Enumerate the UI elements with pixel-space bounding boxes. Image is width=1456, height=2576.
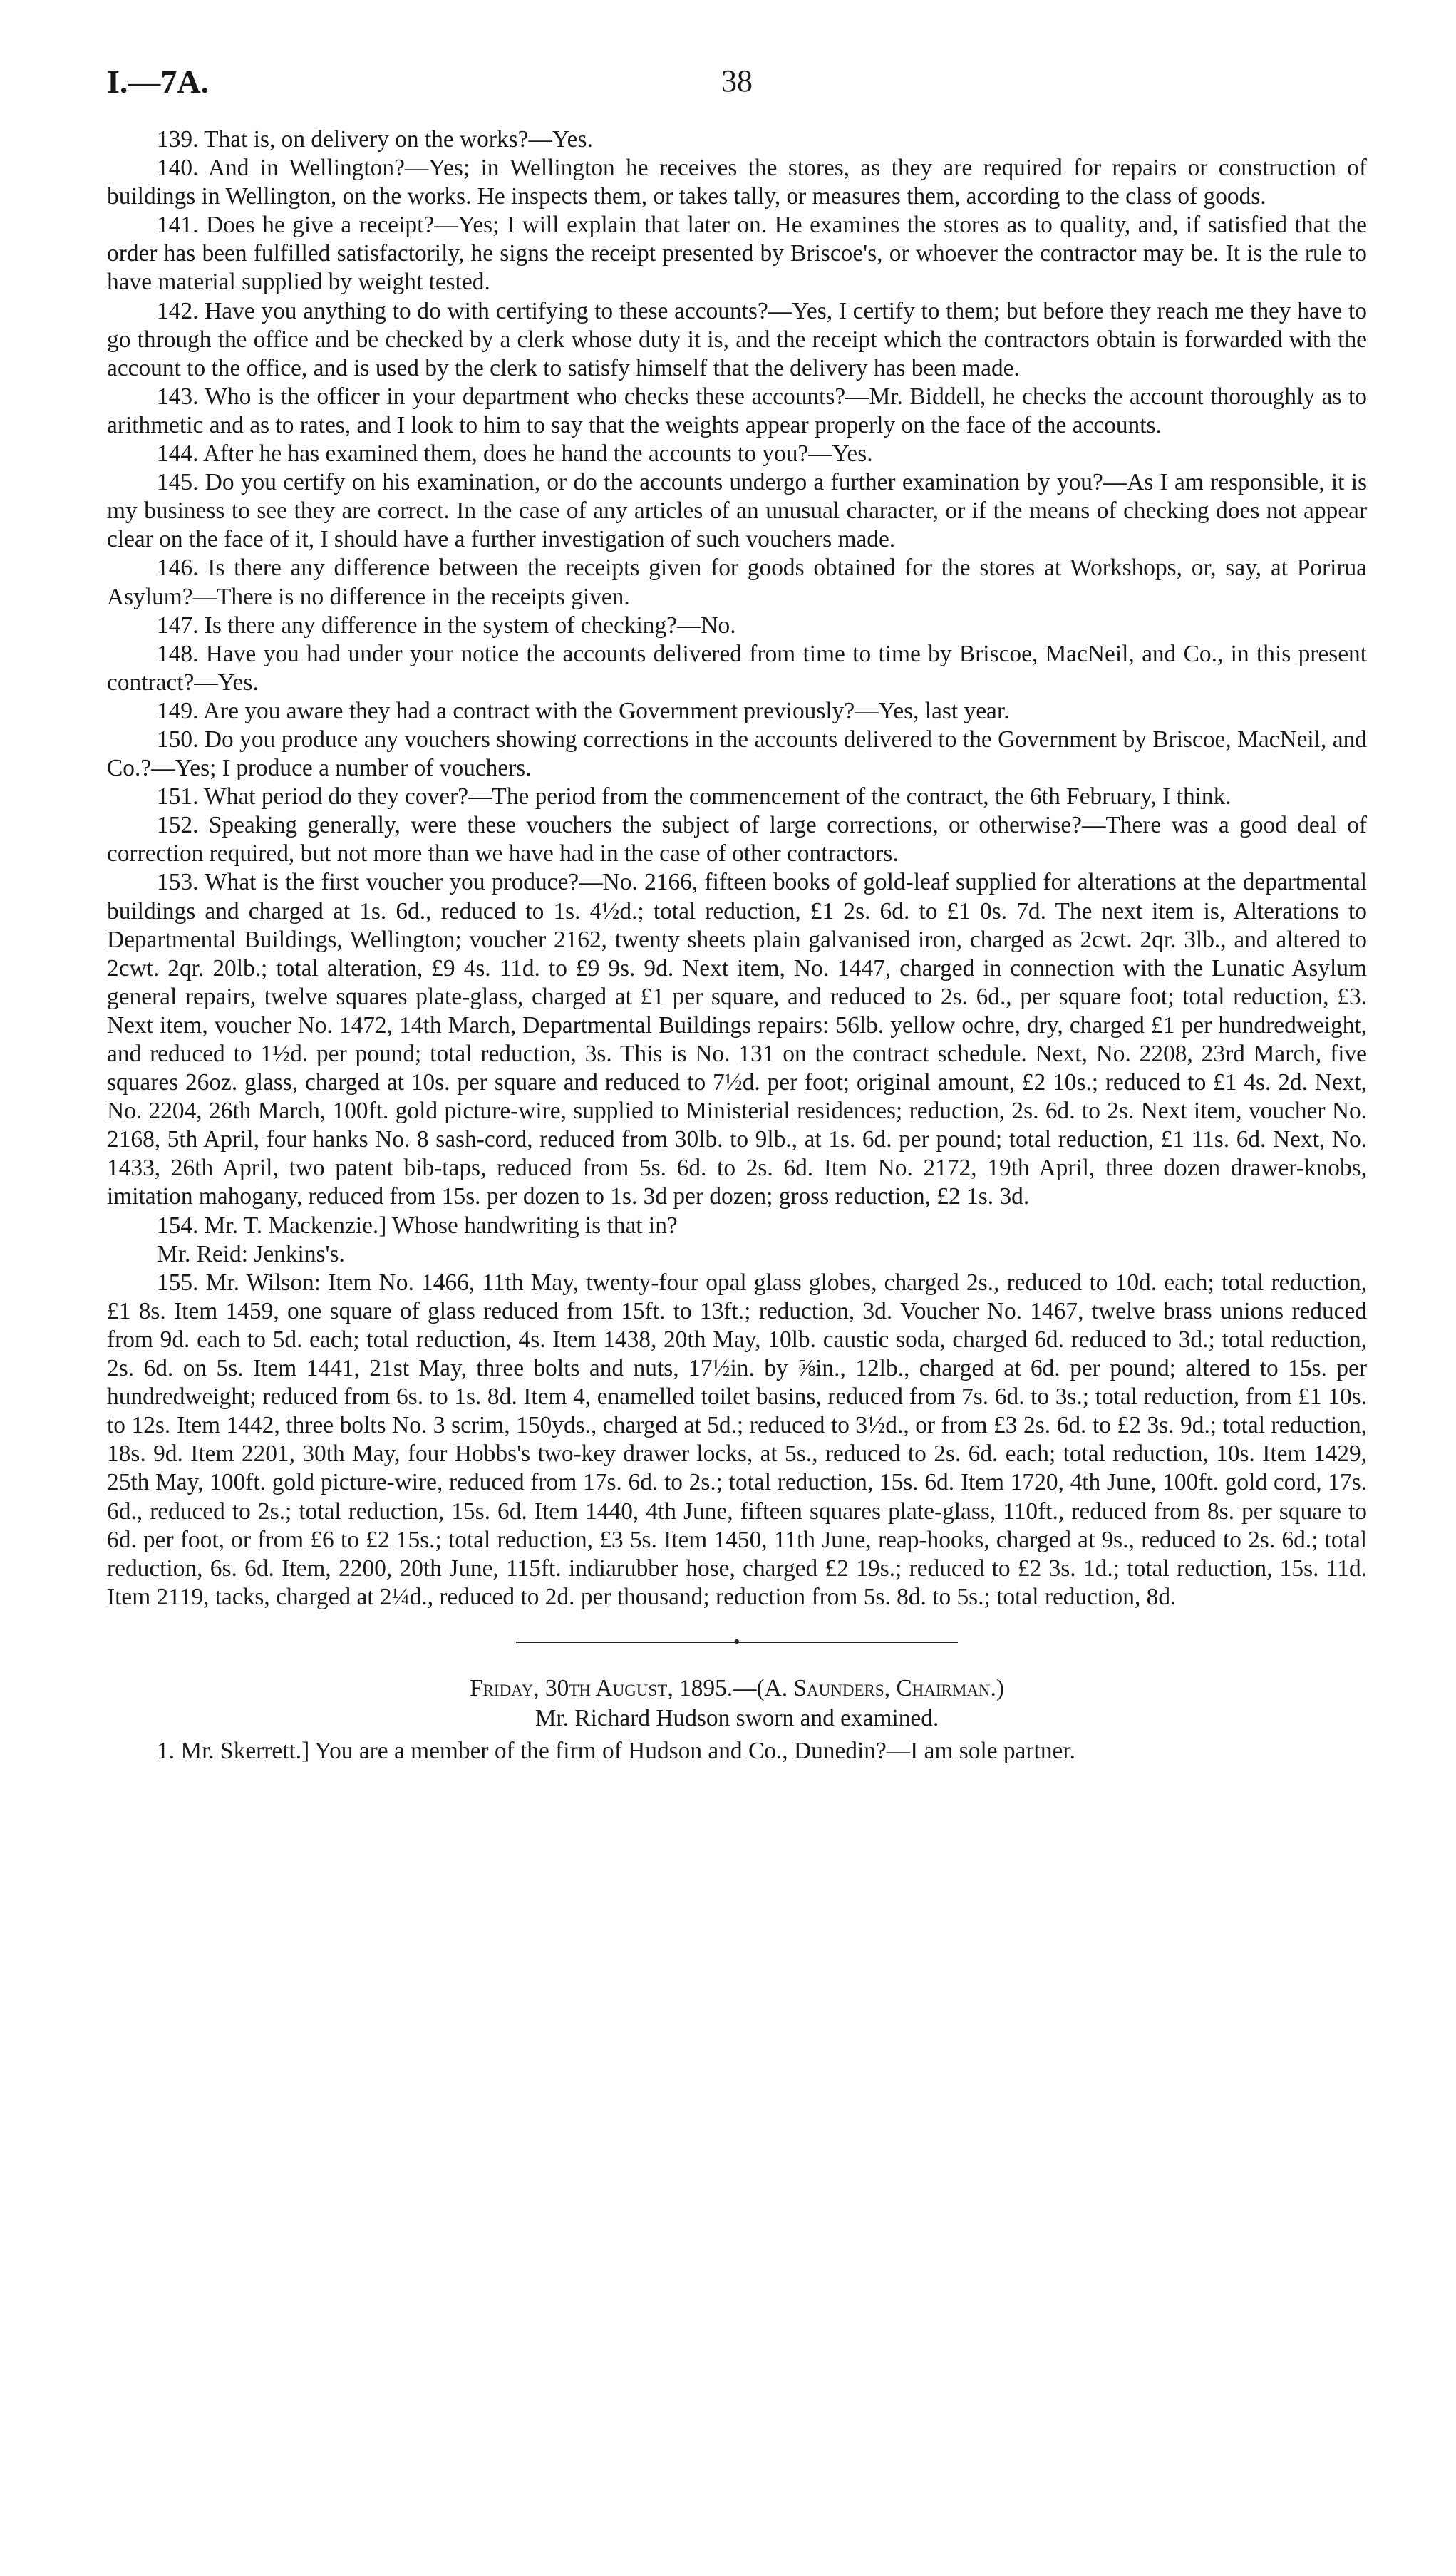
question-155: 155. Mr. Wilson: Item No. 1466, 11th May, twenty-four opal glass globes, charged 2s., reduced to 10d. each; total reduction, £1 8s. Item 1459, one square of glass reduced from 15ft. to 13ft.; reduction, 3d. Voucher No. 1467, twelve brass unions reduced from 9d. each to 5d. each; total reduction, 4s. Item 1438, 20th May, 10lb. caustic soda, charged 6d. reduced to 3d.; total reduction, 2s. 6d. on 5s. Item 1441, 21st May, three bolts and nuts, 17½in. by ⅝in., 12lb., charged at 6d. per pound; altered to 15s. per hundredweight; reduced from 6s. to 1s. 8d. Item 4, enamelled toilet basins, reduced from 7s. 6d. to 3s.; total reduction, from £1 10s. to 12s. Item 1442, three bolts No. 3 scrim, 150yds., charged at 5d.; reduced to 3½d., or from £3 2s. 6d. to £2 3s. 9d.; total reduction, 18s. 9d. Item 2201, 30th May, four Hobbs's two-key drawer locks, at 5s., reduced to 2s. 6d. each; total reduction, 10s. Item 1429, 25th May, 100ft. gold picture-wire, reduced from 17s. 6d. to 2s.; total reduction, 15s. 6d. Item 1720, 4th June, 100ft. gold cord, 17s. 6d., reduced to 2s.; total reduction, 15s. 6d. Item 1440, 4th June, fifteen squares plate-glass, 110ft., reduced from 8s. per square to 6d. per foot, or from £6 to £2 15s.; total reduction, £3 5s. Item 1450, 11th June, reap-hooks, charged at 9s., reduced to 2s. 6d.; total reduction, 6s. 6d. Item, 2200, 20th June, 115ft. indiarubber hose, charged £2 19s.; reduced to £2 3s. 1d.; total reduction, 15s. 11d. Item 2119, tacks, charged at 2¼d., reduced to 2d. per thousand; reduction from 5s. 8d. to 5s.; total reduction, 8d. xyxy=(107,1269,1367,1610)
question-148: 148. Have you had under your notice the accounts delivered from time to time by Briscoe, MacNeil, and Co., in this present contract?—Yes. xyxy=(107,640,1367,696)
witness-sworn: Mr. Richard Hudson sworn and examined. xyxy=(535,1704,939,1731)
question-153: 153. What is the first voucher you produce?—No. 2166, fifteen books of gold-leaf supplied for alterations at the departmental buildings and charged at 1s. 6d., reduced to 1s. 4½d.; total reduction, £1 2s. 6d. to £1 0s. 7d. The next item is, Alterations to Departmental Buildings, Wellington; voucher 2162, twenty sheets plain galvanised iron, charged as 2cwt. 2qr. 3lb., and altered to 2cwt. 2qr. 20lb.; total alteration, £9 4s. 11d. to £9 9s. 9d. Next item, No. 1447, charged in connection with the Lunatic Asylum general repairs, twelve squares plate-glass, charged at £1 per square, and reduced to 2s. 6d., per square foot; total reduction, £3. Next item, voucher No. 1472, 14th March, Departmental Buildings repairs: 56lb. yellow ochre, dry, charged £1 per hundredweight, and reduced to 1½d. per pound; total reduction, 3s. This is No. 131 on the contract schedule. Next, No. 2208, 23rd March, five squares 26oz. glass, charged at 10s. per square and reduced to 7½d. per foot; original amount, £2 10s.; reduced to £1 4s. 2d. Next, No. 2204, 26th March, 100ft. gold picture-wire, supplied to Ministerial residences; reduction, 2s. 6d. to 2s. Next item, voucher No. 2168, 5th April, four hanks No. 8 sash-cord, reduced from 30lb. to 9lb., at 1s. 6d. per pound; total reduction, £1 11s. 6d. Next, No. 1433, 26th April, two patent bib-taps, reduced from 5s. 6d. to 2s. 6d. Item No. 2172, 19th April, three dozen drawer-knobs, imitation mahogany, reduced from 15s. per dozen to 1s. 3d per dozen; gross reduction, £2 1s. 3d. xyxy=(107,869,1367,1210)
question-142: 142. Have you anything to do with certifying to these accounts?—Yes, I certify to them; but before they reach me they have to go through the office and be checked by a clerk whose duty it is, and the receipt which the contractors obtain is forwarded with the account to the office, and is used by the clerk to satisfy himself that the delivery has been made. xyxy=(107,297,1367,381)
page-header xyxy=(107,63,1367,113)
question-146: 146. Is there any difference between the receipts given for goods obtained for the stores at Workshops, or, say, at Porirua Asylum?—There is no difference in the receipts given. xyxy=(107,555,1367,610)
question-139: 139. That is, on delivery on the works?—Yes. xyxy=(157,126,593,153)
question-141: 141. Does he give a receipt?—Yes; I will explain that later on. He examines the stores as to quality, and, if satisfied that the order has been fulfilled satisfactorily, he signs the receipt presented by Briscoe's, or whoever the contractor may be. It is the rule to have material supplied by weight tested. xyxy=(107,212,1367,296)
question-149: 149. Are you aware they had a contract with the Government previously?—Yes, last year. xyxy=(157,697,1010,724)
question-154: 154. Mr. T. Mackenzie.] Whose handwriting is that in? xyxy=(157,1212,678,1239)
document-page xyxy=(107,63,1367,1766)
section-divider xyxy=(516,1642,958,1643)
question-151: 151. What period do they cover?—The period from the commencement of the contract, the 6th February, I think. xyxy=(157,783,1232,810)
session-heading: Friday, 30th August, 1895.—(A. Saunders, Chairman.) xyxy=(470,1674,1004,1701)
question-152: 152. Speaking generally, were these vouchers the subject of large corrections, or otherwise?—There was a good deal of correction required, but not more than we have had in the case of other contractors. xyxy=(107,812,1367,867)
question-140: 140. And in Wellington?—Yes; in Wellington he receives the stores, as they are required for repairs or construction of buildings in Wellington, on the works. He inspects them, or takes tally, or measures them, according to the class of goods. xyxy=(107,155,1367,210)
document-reference: I.—7A. xyxy=(107,63,210,100)
reply-mr-reid: Mr. Reid: Jenkins's. xyxy=(157,1240,345,1267)
page-number: 38 xyxy=(721,63,753,98)
question-1: 1. Mr. Skerrett.] You are a member of the firm of Hudson and Co., Dunedin?—I am sole partner. xyxy=(157,1738,1075,1765)
question-144: 144. After he has examined them, does he hand the accounts to you?—Yes. xyxy=(157,441,873,468)
minutes-body xyxy=(107,125,1367,1766)
question-147: 147. Is there any difference in the system of checking?—No. xyxy=(157,612,736,639)
question-143: 143. Who is the officer in your department who checks these accounts?—Mr. Biddell, he checks the account thoroughly as to arithmetic and as to rates, and I look to him to say that the weights appear properly on the face of the accounts. xyxy=(107,383,1367,438)
question-150: 150. Do you produce any vouchers showing corrections in the accounts delivered to the Government by Briscoe, MacNeil, and Co.?—Yes; I produce a number of vouchers. xyxy=(107,726,1367,782)
question-145: 145. Do you certify on his examination, or do the accounts undergo a further examination by you?—As I am responsible, it is my business to see they are correct. In the case of any articles of an unusual character, or if the means of checking does not appear clear on the face of it, I should have a further investigation of such vouchers made. xyxy=(107,469,1367,553)
